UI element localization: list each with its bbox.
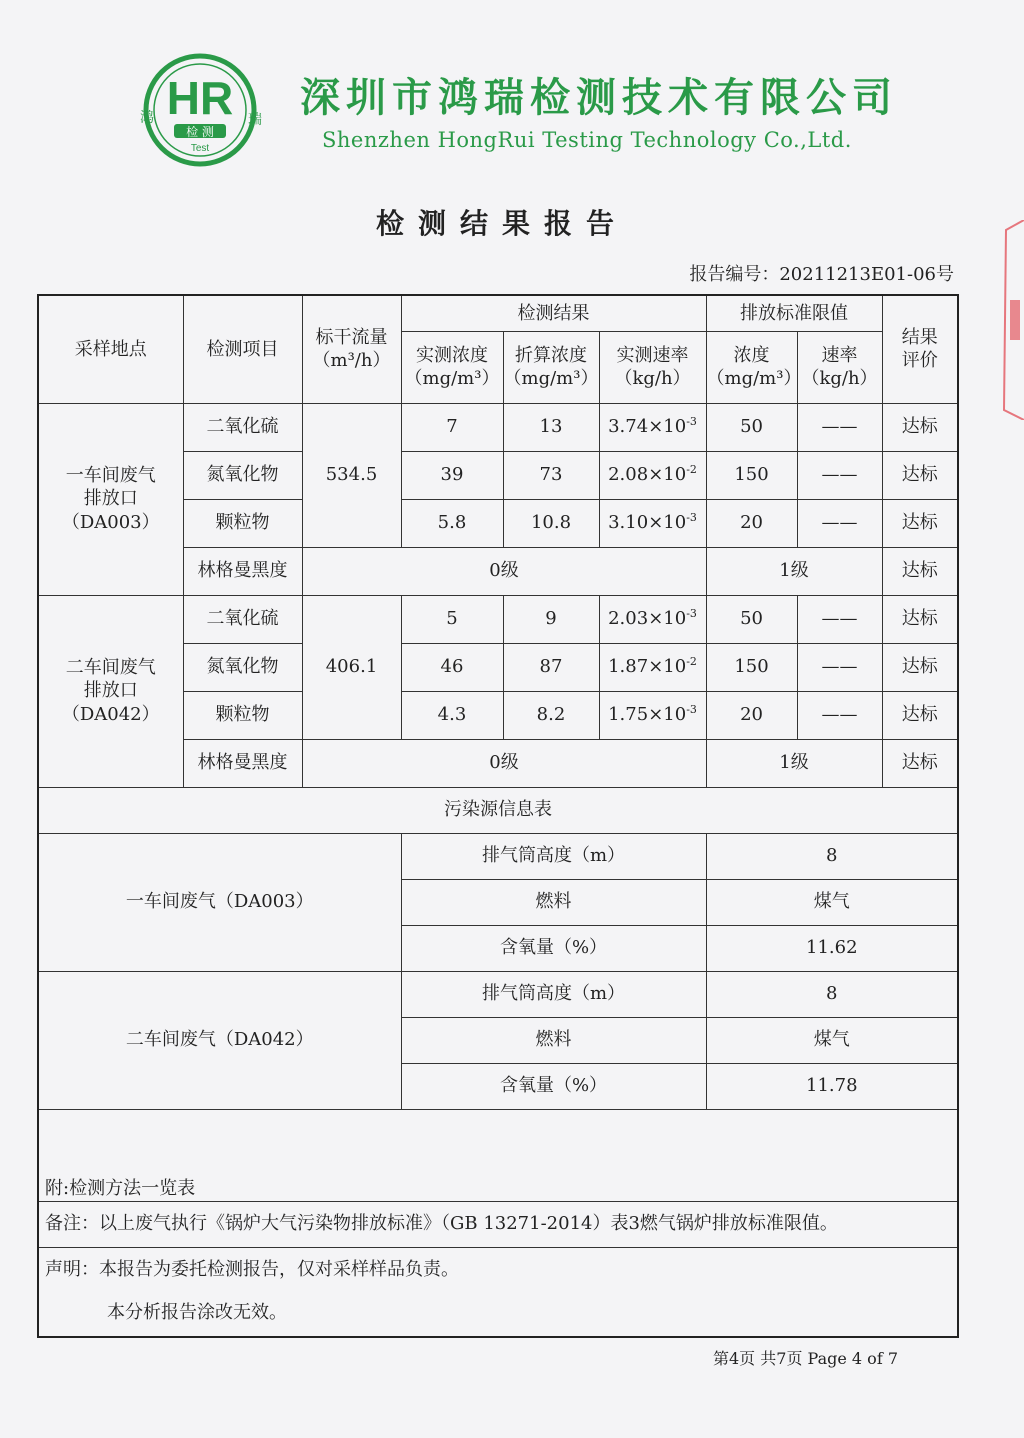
- source-label: 燃料: [401, 1017, 706, 1063]
- source-label: 排气筒高度（m）: [401, 833, 706, 879]
- measured-rate: $3.10\times 10^{-3}$: [599, 499, 706, 547]
- svg-text:鸿: 鸿: [140, 110, 154, 126]
- header-measured-conc: 实测浓度 （mg/m³）: [401, 331, 503, 403]
- page-footer: 第4页 共7页 Page 4 of 7: [713, 1349, 899, 1368]
- limit-conc: 50: [706, 403, 797, 451]
- measured-rate: $1.75\times 10^{-3}$: [599, 691, 706, 739]
- pollution-info-title: 污染源信息表: [38, 787, 958, 833]
- source-value: 8: [706, 971, 958, 1017]
- test-item: 氮氧化物: [183, 451, 302, 499]
- header-limit-conc: 浓度 （mg/m³）: [706, 331, 797, 403]
- converted-conc: 8.2: [503, 691, 599, 739]
- source-value: 11.62: [706, 925, 958, 971]
- evaluation: 达标: [882, 403, 958, 451]
- header-sampling-site: 采样地点: [38, 295, 183, 403]
- header-evaluation: 结果评价: [882, 295, 958, 403]
- measured-rate: $1.87\times 10^{-2}$: [599, 643, 706, 691]
- test-item: 氮氧化物: [183, 643, 302, 691]
- appendix-note: 附:检测方法一览表: [38, 1109, 958, 1201]
- evaluation: 达标: [882, 451, 958, 499]
- test-item: 林格曼黑度: [183, 739, 302, 787]
- test-item: 颗粒物: [183, 691, 302, 739]
- table-row: [38, 833, 958, 879]
- converted-conc: 73: [503, 451, 599, 499]
- company-name-cn: 深圳市鸿瑞检测技术有限公司: [300, 74, 898, 121]
- flow-value: 534.5: [302, 403, 401, 547]
- results-table: [37, 294, 959, 1338]
- site-name: 二车间废气 排放口 （DA042）: [38, 595, 183, 787]
- ringelmann-result: 0级: [302, 547, 706, 595]
- header-flow: 标干流量 （m³/h）: [302, 295, 401, 403]
- header-limit-rate: 速率 （kg/h）: [797, 331, 882, 403]
- ringelmann-limit: 1级: [706, 739, 882, 787]
- limit-conc: 50: [706, 595, 797, 643]
- test-item: 颗粒物: [183, 499, 302, 547]
- converted-conc: 13: [503, 403, 599, 451]
- converted-conc: 87: [503, 643, 599, 691]
- source-name: 二车间废气（DA042）: [38, 971, 401, 1109]
- company-logo: [130, 52, 270, 172]
- limit-conc: 150: [706, 643, 797, 691]
- measured-rate: $3.74\times 10^{-3}$: [599, 403, 706, 451]
- converted-conc: 9: [503, 595, 599, 643]
- table-row: [38, 595, 958, 643]
- source-value: 8: [706, 833, 958, 879]
- measured-conc: 7: [401, 403, 503, 451]
- limit-rate: ——: [797, 499, 882, 547]
- seal-stamp-fragment: [998, 220, 1024, 420]
- measured-conc: 4.3: [401, 691, 503, 739]
- source-value: 煤气: [706, 1017, 958, 1063]
- header-measured-rate: 实测速率 （kg/h）: [599, 331, 706, 403]
- source-value: 煤气: [706, 879, 958, 925]
- flow-value: 406.1: [302, 595, 401, 739]
- measured-rate: $2.08\times 10^{-2}$: [599, 451, 706, 499]
- table-row: [38, 971, 958, 1017]
- evaluation: 达标: [882, 691, 958, 739]
- source-label: 排气筒高度（m）: [401, 971, 706, 1017]
- evaluation: 达标: [882, 595, 958, 643]
- limit-conc: 20: [706, 691, 797, 739]
- header-converted-conc: 折算浓度 （mg/m³）: [503, 331, 599, 403]
- converted-conc: 10.8: [503, 499, 599, 547]
- header-limits: 排放标准限值: [706, 295, 882, 331]
- remark-note: 备注：以上废气执行《锅炉大气污染物排放标准》（GB 13271-2014）表3燃气锅炉排放标准限值。: [38, 1201, 958, 1247]
- svg-text:Test: Test: [190, 143, 210, 154]
- limit-rate: ——: [797, 451, 882, 499]
- measured-conc: 5.8: [401, 499, 503, 547]
- limit-conc: 20: [706, 499, 797, 547]
- source-name: 一车间废气（DA003）: [38, 833, 401, 971]
- svg-text:HR: HR: [166, 72, 234, 124]
- measured-conc: 39: [401, 451, 503, 499]
- test-item: 二氧化硫: [183, 403, 302, 451]
- ringelmann-result: 0级: [302, 739, 706, 787]
- evaluation: 达标: [882, 547, 958, 595]
- test-item: 二氧化硫: [183, 595, 302, 643]
- company-name-en: Shenzhen HongRui Testing Technology Co.,Ltd.: [322, 128, 852, 152]
- test-item: 林格曼黑度: [183, 547, 302, 595]
- svg-text:检 测: 检 测: [186, 125, 214, 139]
- document-title: 检测结果报告: [375, 207, 628, 240]
- evaluation: 达标: [882, 739, 958, 787]
- limit-rate: ——: [797, 643, 882, 691]
- svg-text:瑞: 瑞: [248, 112, 262, 128]
- evaluation: 达标: [882, 499, 958, 547]
- evaluation: 达标: [882, 643, 958, 691]
- header-test-item: 检测项目: [183, 295, 302, 403]
- report-number: 报告编号：20211213E01-06号: [689, 264, 954, 285]
- measured-rate: $2.03\times 10^{-3}$: [599, 595, 706, 643]
- ringelmann-limit: 1级: [706, 547, 882, 595]
- limit-conc: 150: [706, 451, 797, 499]
- limit-rate: ——: [797, 691, 882, 739]
- limit-rate: ——: [797, 403, 882, 451]
- source-value: 11.78: [706, 1063, 958, 1109]
- measured-conc: 46: [401, 643, 503, 691]
- table-row: [38, 403, 958, 451]
- source-label: 燃料: [401, 879, 706, 925]
- site-name: 一车间废气 排放口 （DA003）: [38, 403, 183, 595]
- statement-note: 声明：本报告为委托检测报告，仅对采样样品负责。 本分析报告涂改无效。: [38, 1247, 958, 1337]
- source-label: 含氧量（%）: [401, 1063, 706, 1109]
- header-results: 检测结果: [401, 295, 706, 331]
- source-label: 含氧量（%）: [401, 925, 706, 971]
- measured-conc: 5: [401, 595, 503, 643]
- limit-rate: ——: [797, 595, 882, 643]
